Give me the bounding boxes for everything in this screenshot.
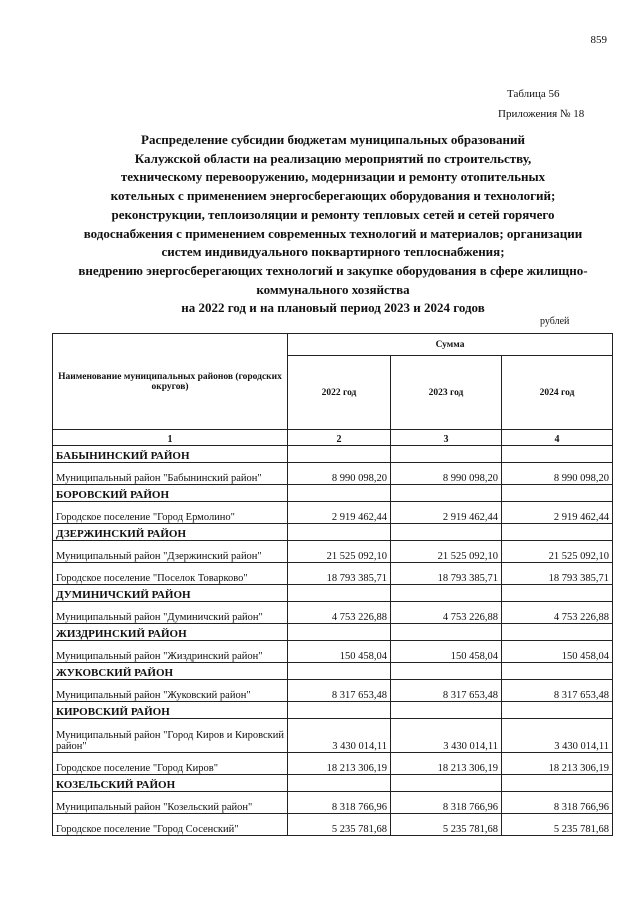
empty-cell bbox=[391, 663, 502, 680]
empty-cell bbox=[502, 775, 613, 792]
district-name: ДУМИНИЧСКИЙ РАЙОН bbox=[53, 585, 288, 602]
title-line: на 2022 год и на плановый период 2023 и 2024 годов bbox=[181, 300, 485, 316]
amount-2022: 18 213 306,19 bbox=[288, 753, 391, 775]
table-row bbox=[53, 563, 613, 585]
empty-cell bbox=[391, 624, 502, 641]
empty-cell bbox=[391, 585, 502, 602]
empty-cell bbox=[391, 775, 502, 792]
amount-2022: 4 753 226,88 bbox=[288, 602, 391, 624]
empty-cell bbox=[391, 524, 502, 541]
district-row bbox=[53, 446, 613, 463]
amount-2022: 8 317 653,48 bbox=[288, 680, 391, 702]
header-sum: Сумма bbox=[288, 334, 613, 356]
district-name: ЖУКОВСКИЙ РАЙОН bbox=[53, 663, 288, 680]
amount-2023: 4 753 226,88 bbox=[391, 602, 502, 624]
municipality-name: Муниципальный район "Жиздринский район" bbox=[53, 641, 288, 663]
empty-cell bbox=[502, 585, 613, 602]
header-name-column: Наименование муниципальных районов (городских округов) bbox=[53, 334, 288, 430]
table-row bbox=[53, 719, 613, 753]
title-line: Распределение субсидии бюджетам муниципальных образований bbox=[141, 132, 525, 147]
page-number: 859 bbox=[590, 34, 607, 46]
amount-2022: 8 990 098,20 bbox=[288, 463, 391, 485]
amount-2022: 18 793 385,71 bbox=[288, 563, 391, 585]
header-year-2024: 2024 год bbox=[502, 356, 613, 430]
empty-cell bbox=[288, 446, 391, 463]
table-row bbox=[53, 792, 613, 814]
unit-label: рублей bbox=[540, 316, 570, 327]
municipality-name: Муниципальный район "Думиничский район" bbox=[53, 602, 288, 624]
district-row bbox=[53, 524, 613, 541]
district-row bbox=[53, 585, 613, 602]
empty-cell bbox=[288, 485, 391, 502]
table-row bbox=[53, 814, 613, 836]
amount-2022: 3 430 014,11 bbox=[288, 719, 391, 753]
district-row bbox=[53, 485, 613, 502]
header-year-2023: 2023 год bbox=[391, 356, 502, 430]
district-name: ДЗЕРЖИНСКИЙ РАЙОН bbox=[53, 524, 288, 541]
amount-2023: 8 317 653,48 bbox=[391, 680, 502, 702]
table-row bbox=[53, 753, 613, 775]
municipality-name: Муниципальный район "Бабынинский район" bbox=[53, 463, 288, 485]
amount-2023: 150 458,04 bbox=[391, 641, 502, 663]
amount-2023: 21 525 092,10 bbox=[391, 541, 502, 563]
amount-2024: 3 430 014,11 bbox=[502, 719, 613, 753]
title-line: систем индивидуального поквартирного теплоснабжения; bbox=[161, 244, 505, 260]
amount-2024: 150 458,04 bbox=[502, 641, 613, 663]
table-number: Таблица 56 bbox=[507, 88, 560, 100]
amount-2022: 5 235 781,68 bbox=[288, 814, 391, 836]
amount-2024: 18 793 385,71 bbox=[502, 563, 613, 585]
empty-cell bbox=[288, 585, 391, 602]
amount-2022: 150 458,04 bbox=[288, 641, 391, 663]
title-line: Калужской области на реализацию мероприятий по строительству, bbox=[134, 150, 532, 166]
municipality-name: Муниципальный район "Дзержинский район" bbox=[53, 541, 288, 563]
amount-2024: 4 753 226,88 bbox=[502, 602, 613, 624]
title-line: котельных с применением энергосберегающих оборудования и технологий; bbox=[110, 188, 556, 204]
empty-cell bbox=[502, 524, 613, 541]
title-line: реконструкции, теплоизоляции и ремонту тепловых сетей и сетей горячего bbox=[111, 206, 555, 222]
district-row bbox=[53, 663, 613, 680]
amount-2024: 21 525 092,10 bbox=[502, 541, 613, 563]
amount-2022: 21 525 092,10 bbox=[288, 541, 391, 563]
title-line: техническому перевооружению, модернизации и ремонту отопительных bbox=[120, 169, 546, 185]
amount-2023: 2 919 462,44 bbox=[391, 502, 502, 524]
table-row bbox=[53, 680, 613, 702]
municipality-name: Муниципальный район "Город Киров и Кировский район" bbox=[53, 719, 288, 753]
empty-cell bbox=[502, 624, 613, 641]
district-name: БАБЫНИНСКИЙ РАЙОН bbox=[53, 446, 288, 463]
column-number: 3 bbox=[391, 430, 502, 446]
empty-cell bbox=[502, 446, 613, 463]
empty-cell bbox=[391, 702, 502, 719]
municipality-name: Муниципальный район "Жуковский район" bbox=[53, 680, 288, 702]
table-row bbox=[53, 602, 613, 624]
amount-2023: 5 235 781,68 bbox=[391, 814, 502, 836]
district-name: ЖИЗДРИНСКИЙ РАЙОН bbox=[53, 624, 288, 641]
empty-cell bbox=[391, 485, 502, 502]
amount-2022: 8 318 766,96 bbox=[288, 792, 391, 814]
appendix-label: Приложения № 18 bbox=[498, 108, 585, 120]
column-number: 4 bbox=[502, 430, 613, 446]
table-row bbox=[53, 541, 613, 563]
amount-2024: 5 235 781,68 bbox=[502, 814, 613, 836]
amount-2023: 8 990 098,20 bbox=[391, 463, 502, 485]
amount-2022: 2 919 462,44 bbox=[288, 502, 391, 524]
title-line: внедрению энергосберегающих технологий и закупке оборудования в сфере жилищно- bbox=[78, 262, 588, 278]
municipality-name: Муниципальный район "Козельский район" bbox=[53, 792, 288, 814]
empty-cell bbox=[288, 663, 391, 680]
empty-cell bbox=[288, 624, 391, 641]
document-title bbox=[20, 131, 639, 318]
header-year-2022: 2022 год bbox=[288, 356, 391, 430]
table-row bbox=[53, 463, 613, 485]
empty-cell bbox=[288, 702, 391, 719]
empty-cell bbox=[502, 702, 613, 719]
empty-cell bbox=[502, 663, 613, 680]
empty-cell bbox=[391, 446, 502, 463]
column-number: 1 bbox=[53, 430, 288, 446]
empty-cell bbox=[288, 775, 391, 792]
district-name: БОРОВСКИЙ РАЙОН bbox=[53, 485, 288, 502]
amount-2023: 18 213 306,19 bbox=[391, 753, 502, 775]
municipality-name: Городское поселение "Город Киров" bbox=[53, 753, 288, 775]
municipality-name: Городское поселение "Город Ермолино" bbox=[53, 502, 288, 524]
table-row bbox=[53, 502, 613, 524]
amount-2023: 8 318 766,96 bbox=[391, 792, 502, 814]
title-line: коммунального хозяйства bbox=[256, 281, 410, 297]
amount-2024: 2 919 462,44 bbox=[502, 502, 613, 524]
amount-2023: 18 793 385,71 bbox=[391, 563, 502, 585]
subsidy-table bbox=[52, 333, 613, 836]
district-name: КИРОВСКИЙ РАЙОН bbox=[53, 702, 288, 719]
column-number: 2 bbox=[288, 430, 391, 446]
amount-2024: 18 213 306,19 bbox=[502, 753, 613, 775]
table-row bbox=[53, 641, 613, 663]
municipality-name: Городское поселение "Город Сосенский" bbox=[53, 814, 288, 836]
district-name: КОЗЕЛЬСКИЙ РАЙОН bbox=[53, 775, 288, 792]
empty-cell bbox=[502, 485, 613, 502]
empty-cell bbox=[288, 524, 391, 541]
amount-2024: 8 318 766,96 bbox=[502, 792, 613, 814]
municipality-name: Городское поселение "Поселок Товарково" bbox=[53, 563, 288, 585]
amount-2024: 8 990 098,20 bbox=[502, 463, 613, 485]
amount-2023: 3 430 014,11 bbox=[391, 719, 502, 753]
title-line: водоснабжения с применением современных технологий и материалов; организации bbox=[83, 225, 583, 241]
district-row bbox=[53, 702, 613, 719]
district-row bbox=[53, 624, 613, 641]
amount-2024: 8 317 653,48 bbox=[502, 680, 613, 702]
district-row bbox=[53, 775, 613, 792]
